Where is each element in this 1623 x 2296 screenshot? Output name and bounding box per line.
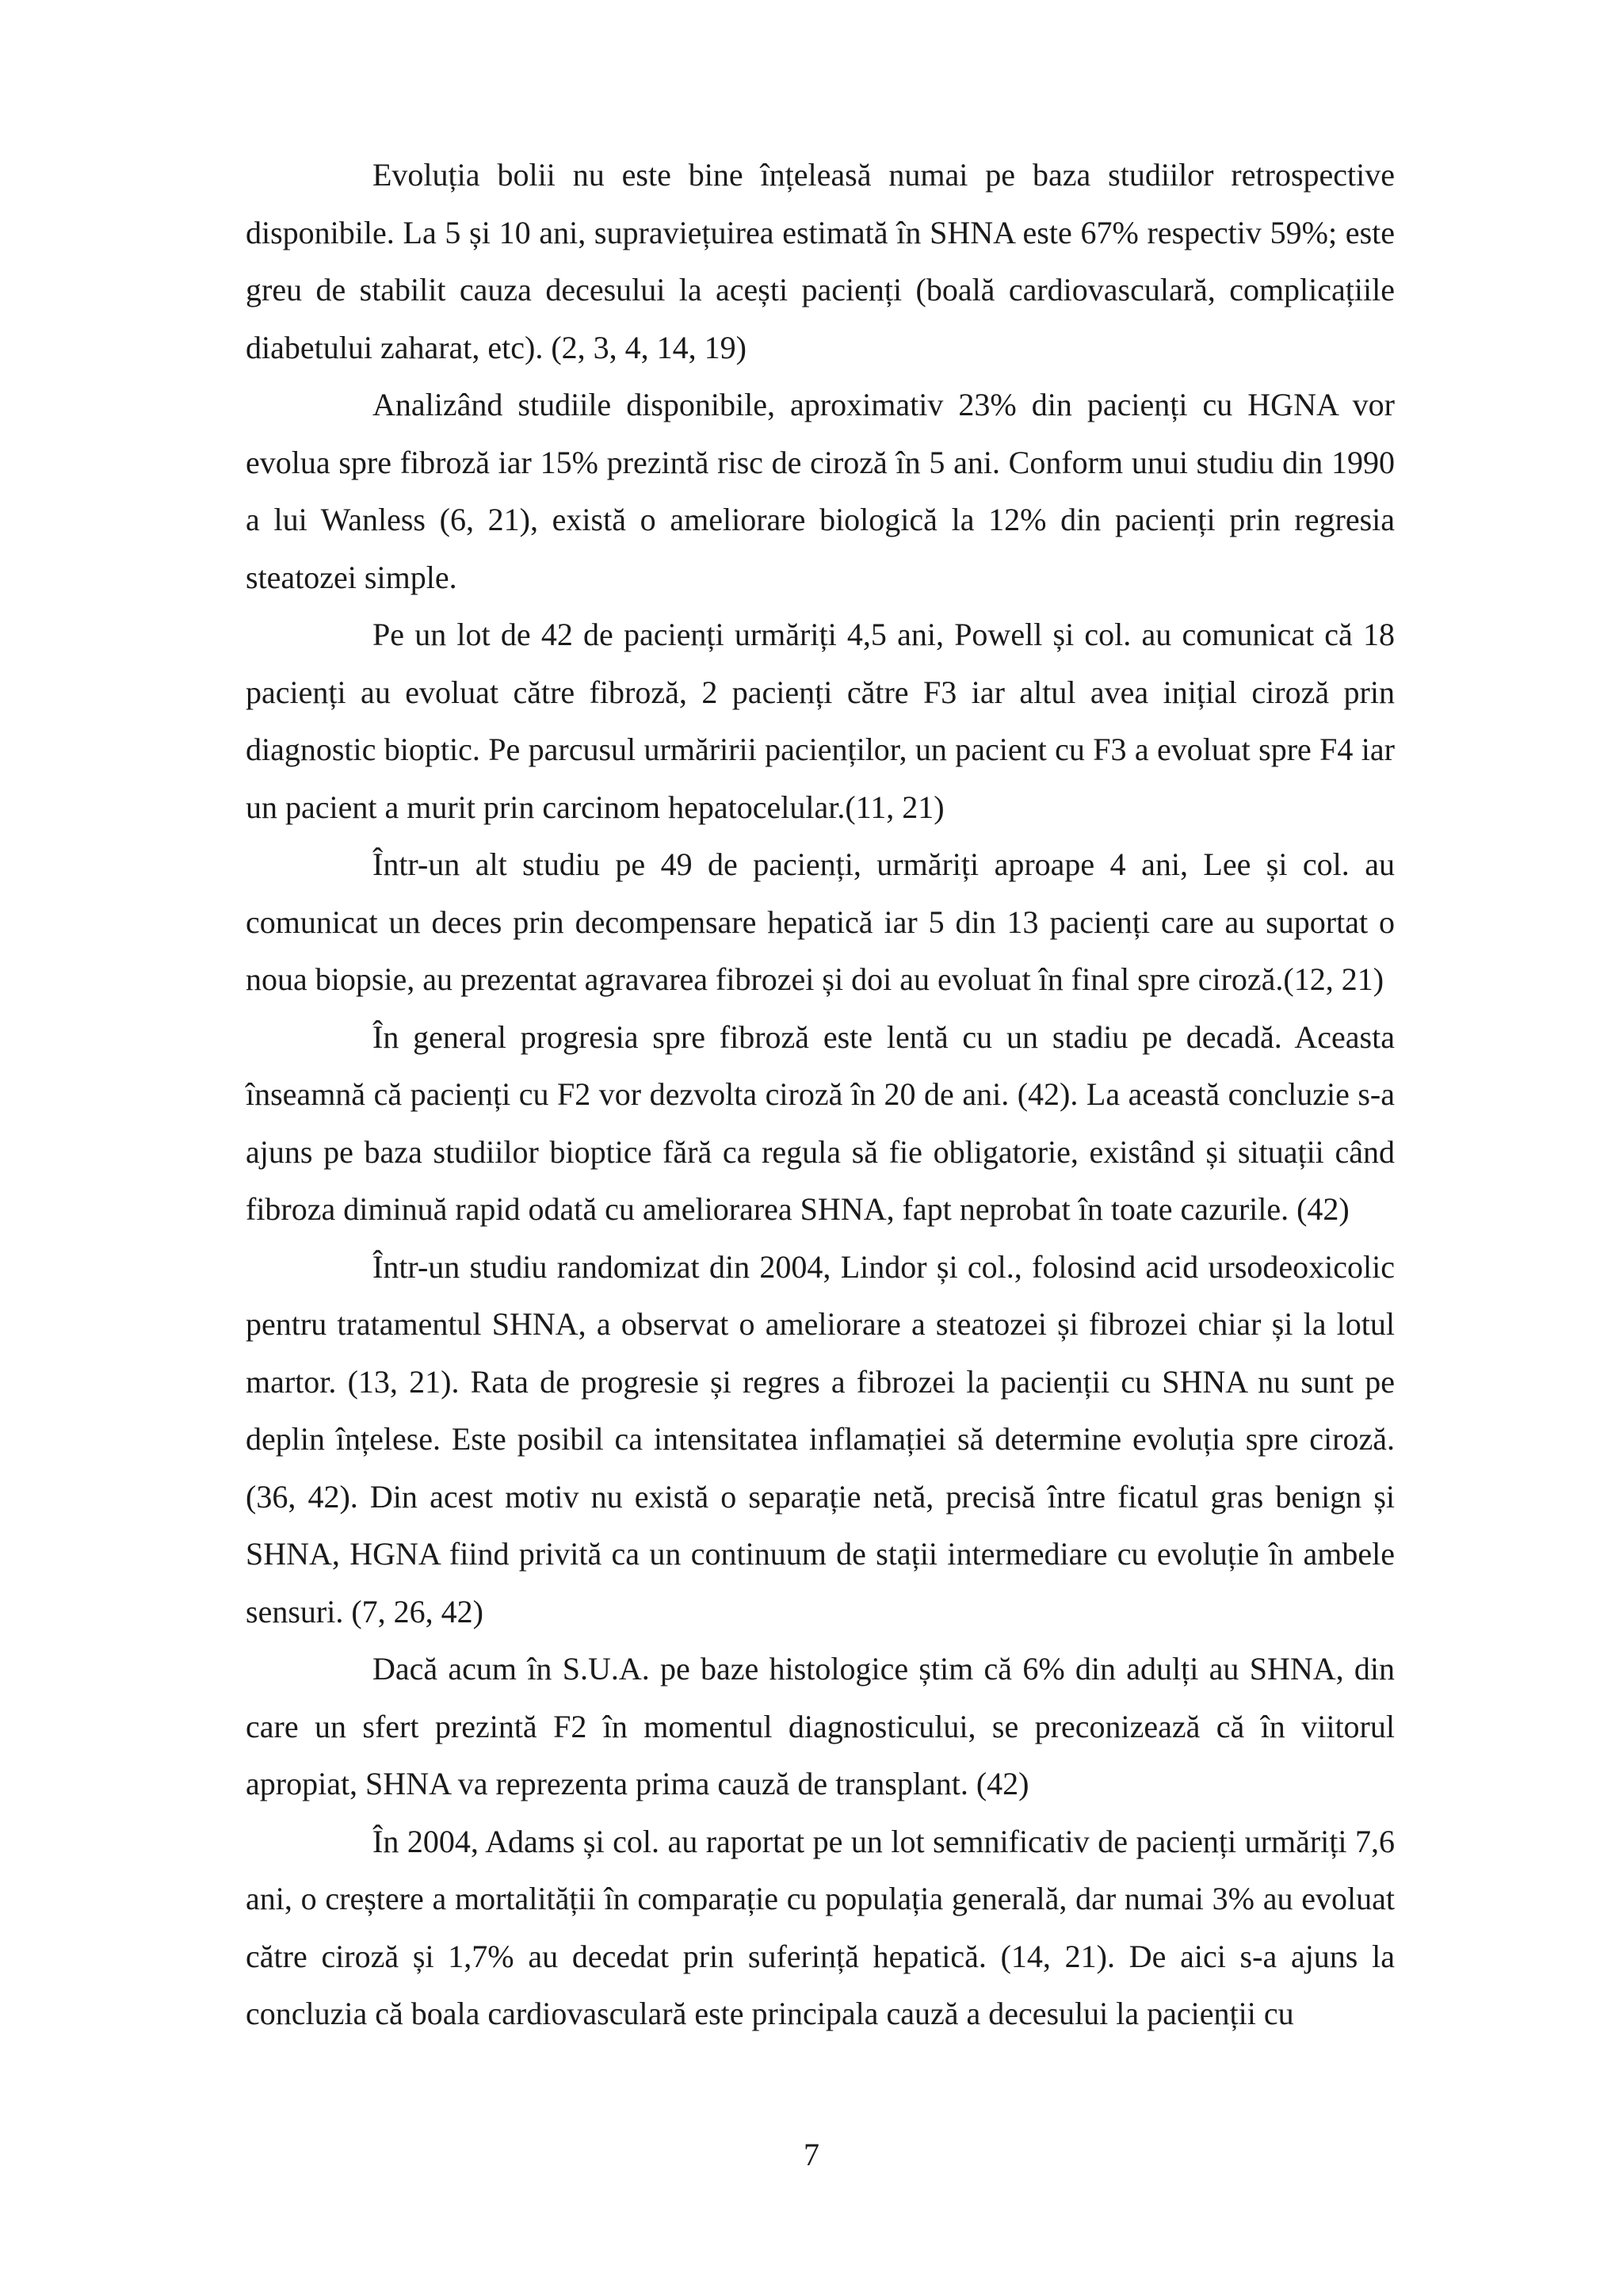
paragraph-adams-study: În 2004, Adams și col. au raportat pe un lot semnificativ de pacienți urmăriți 7,6 ani, o creștere a mortalității în comparație cu populația generală, dar numai 3% au evoluat către ciroză și 1,7% au decedat prin suferință hepatică. (14, 21). De aici s-a ajuns la concluzia că boala cardiovasculară este principala cauză a decesului la pacienții cu bbox=[246, 1823, 1395, 2031]
paragraph-progresia-fibroza: În general progresia spre fibroză este lentă cu un stadiu pe decadă. Aceasta înseamnă că pacienți cu F2 vor dezvolta ciroză în 20 de ani. (42). La această concluzie s-a ajuns pe baza studiilor bioptice fără ca regula să fie obligatorie, existând și situații când fibroza diminuă rapid odată cu ameliorarea SHNA, fapt neprobat în toate cazurile. (42) bbox=[246, 1018, 1395, 1227]
paragraph-analizand-studiile: Analizând studiile disponibile, aproximativ 23% din pacienți cu HGNA vor evolua spre fibroză iar 15% prezintă risc de ciroză în 5 ani. Conform unui studiu din 1990 a lui Wanless (6, 21), există o ameliorare biologică la 12% din pacienți prin regresia steatozei simple. bbox=[246, 387, 1395, 595]
paragraph-powell-study: Pe un lot de 42 de pacienți urmăriți 4,5 ani, Powell și col. au comunicat că 18 pacienți au evoluat către fibroză, 2 pacienți către F3 iar altul avea inițial ciroză prin diagnostic bioptic. Pe parcusul urmăririi pacienților, un pacient cu F3 a evoluat spre F4 iar un pacient a murit prin carcinom hepatocelular.(11, 21) bbox=[246, 617, 1395, 825]
paragraph-sua-transplant: Dacă acum în S.U.A. pe baze histologice știm că 6% din adulți au SHNA, din care un sfert prezintă F2 în momentul diagnosticului, se preconizează că în viitorul apropiat, SHNA va reprezenta prima cauză de transplant. (42) bbox=[246, 1651, 1395, 1801]
paragraph-evolutia-bolii: Evoluția bolii nu este bine înțeleasă numai pe baza studiilor retrospective disponibile. La 5 și 10 ani, supraviețuirea estimată în SHNA este 67% respectiv 59%; este greu de stabilit cauza decesului la acești pacienți (boală cardiovasculară, complicațiile diabetului zaharat, etc). (2, 3, 4, 14, 19) bbox=[246, 157, 1395, 365]
document-body bbox=[246, 147, 1395, 2043]
paragraph-lindor-study: Într-un studiu randomizat din 2004, Lindor și col., folosind acid ursodeoxicolic pentru tratamentul SHNA, a observat o ameliorare a steatozei și fibrozei chiar și la lotul martor. (13, 21). Rata de progresie și regres a fibrozei la pacienții cu SHNA nu sunt pe deplin înțelese. Este posibil ca intensitatea inflamației să determine evoluția spre ciroză. (36, 42). Din acest motiv nu există o separație netă, precisă între ficatul gras benign și SHNA, HGNA fiind privită ca un continuum de stații intermediare cu evoluție în ambele sensuri. (7, 26, 42) bbox=[246, 1248, 1395, 1629]
paragraph-lee-study: Într-un alt studiu pe 49 de pacienți, urmăriți aproape 4 ani, Lee și col. au comunicat un deces prin decompensare hepatică iar 5 din 13 pacienți care au suportat o noua biopsie, au prezentat agravarea fibrozei și doi au evoluat în final spre ciroză.(12, 21) bbox=[246, 846, 1395, 997]
page-number: 7 bbox=[804, 2137, 819, 2172]
